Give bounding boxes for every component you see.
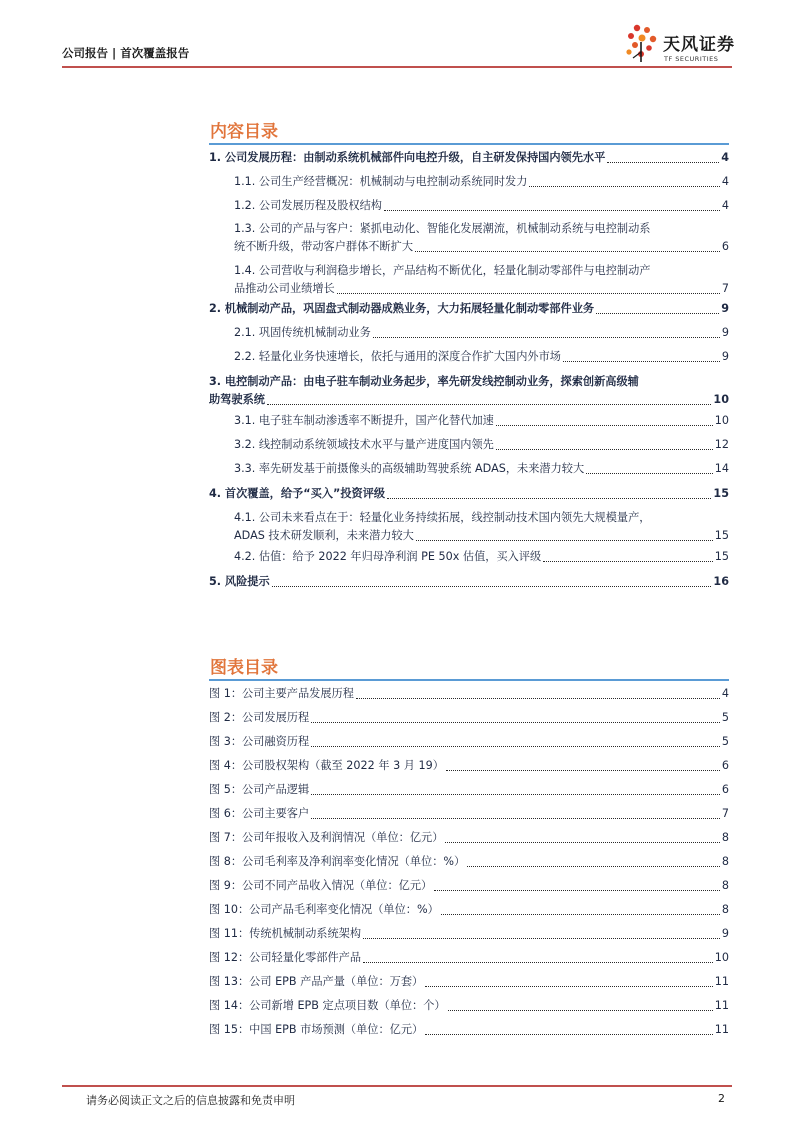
- figure-entry[interactable]: [209, 901, 729, 919]
- toc-entry[interactable]: [234, 197, 729, 215]
- entry-page-number: 6: [721, 240, 729, 253]
- logo-english-name: TF SECURITIES: [664, 55, 719, 63]
- toc-entry[interactable]: [234, 262, 729, 298]
- report-type-label: 公司报告 | 首次覆盖报告: [62, 46, 190, 60]
- toc-entry[interactable]: [234, 436, 729, 454]
- toc-entry[interactable]: [234, 173, 729, 191]
- dot-leader: [311, 722, 720, 723]
- dot-leader: [529, 186, 719, 187]
- figure-entry[interactable]: [209, 757, 729, 775]
- dot-leader: [543, 561, 713, 562]
- logo-chinese-name: 天风证券: [663, 35, 735, 55]
- dot-leader: [446, 770, 720, 771]
- figure-entry[interactable]: [209, 973, 729, 991]
- entry-page-number: 11: [714, 999, 729, 1012]
- entry-page-number: 9: [721, 302, 729, 315]
- dot-leader: [586, 473, 713, 474]
- toc-entry[interactable]: [209, 485, 729, 503]
- dot-leader: [607, 162, 719, 163]
- entry-text: 图 8：公司毛利率及净利润率变化情况（单位：%）: [209, 855, 466, 868]
- entry-text: 3.2. 线控制动系统领域技术水平与量产进度国内领先: [234, 438, 494, 451]
- entry-page-number: 15: [714, 550, 729, 563]
- entry-page-number: 7: [721, 282, 729, 295]
- entry-page-number: 10: [713, 393, 729, 406]
- entry-page-number: 15: [713, 487, 729, 500]
- entry-text: 图 15：中国 EPB 市场预测（单位：亿元）: [209, 1023, 424, 1036]
- entry-text: 2.2. 轻量化业务快速增长，依托与通用的深度合作扩大国内外市场: [234, 350, 561, 363]
- dot-leader: [311, 818, 720, 819]
- entry-text: 图 6：公司主要客户: [209, 807, 310, 820]
- entry-text: 图 9：公司不同产品收入情况（单位：亿元）: [209, 879, 433, 892]
- entry-page-number: 7: [721, 807, 729, 820]
- toc-entry[interactable]: [234, 220, 729, 256]
- entry-text: 5. 风险提示: [209, 575, 270, 588]
- entry-page-number: 14: [714, 462, 729, 475]
- entry-text-continued: 品推动公司业绩增长: [234, 282, 335, 295]
- figure-entry[interactable]: [209, 781, 729, 799]
- entry-text-continued: ADAS 技术研发顺利，未来潜力较大: [234, 529, 414, 542]
- figure-entry[interactable]: [209, 685, 729, 703]
- entry-page-number: 11: [714, 975, 729, 988]
- dot-leader: [425, 986, 713, 987]
- entry-page-number: 9: [721, 927, 729, 940]
- dot-leader: [441, 914, 720, 915]
- toc-entry[interactable]: [234, 324, 729, 342]
- dot-leader: [373, 337, 720, 338]
- toc-entry[interactable]: [234, 548, 729, 566]
- entry-page-number: 8: [721, 879, 729, 892]
- entry-page-number: 6: [721, 759, 729, 772]
- dot-leader: [311, 746, 720, 747]
- entry-page-number: 12: [714, 438, 729, 451]
- toc-entry[interactable]: [234, 348, 729, 366]
- figure-entry[interactable]: [209, 709, 729, 727]
- entry-text-continued: 助驾驶系统: [209, 393, 265, 406]
- dot-leader: [445, 842, 719, 843]
- entry-text: 图 3：公司融资历程: [209, 735, 310, 748]
- figure-entry[interactable]: [209, 805, 729, 823]
- dot-leader: [496, 425, 713, 426]
- entry-text: 1.4. 公司营收与利润稳步增长，产品结构不断优化，轻量化制动零部件与电控制动产: [234, 264, 651, 277]
- toc-entry[interactable]: [234, 460, 729, 478]
- entry-text: 图 13：公司 EPB 产品产量（单位：万套）: [209, 975, 424, 988]
- dot-leader: [434, 890, 720, 891]
- entry-text: 图 7：公司年报收入及利润情况（单位：亿元）: [209, 831, 444, 844]
- entry-text: 1.1. 公司生产经营概况：机械制动与电控制动系统同时发力: [234, 175, 528, 188]
- figure-entry[interactable]: [209, 733, 729, 751]
- dot-leader: [448, 1010, 713, 1011]
- page-number: 2: [718, 1092, 725, 1105]
- toc-entry[interactable]: [209, 149, 729, 167]
- dot-leader: [467, 866, 720, 867]
- entry-page-number: 4: [721, 199, 729, 212]
- entry-text: 2. 机械制动产品，巩固盘式制动器成熟业务，大力拓展轻量化制动零部件业务: [209, 302, 595, 315]
- entry-page-number: 10: [714, 951, 729, 964]
- dot-leader: [267, 404, 711, 405]
- figure-entry[interactable]: [209, 997, 729, 1015]
- entry-text: 图 14：公司新增 EPB 定点项目数（单位：个）: [209, 999, 446, 1012]
- entry-text: 4. 首次覆盖，给予“买入”投资评级: [209, 487, 386, 500]
- entry-page-number: 6: [721, 783, 729, 796]
- entry-text: 图 4：公司股权架构（截至 2022 年 3 月 19）: [209, 759, 444, 772]
- entry-text-continued: 统不断升级，带动客户群体不断扩大: [234, 240, 414, 253]
- figure-entry[interactable]: [209, 1021, 729, 1039]
- toc-entry[interactable]: [234, 509, 729, 545]
- dot-leader: [363, 962, 713, 963]
- entry-text: 图 1：公司主要产品发展历程: [209, 687, 354, 700]
- entry-text: 图 5：公司产品逻辑: [209, 783, 310, 796]
- dot-leader: [387, 498, 711, 499]
- entry-text: 图 12：公司轻量化零部件产品: [209, 951, 362, 964]
- entry-text: 3. 电控制动产品：由电子驻车制动业务起步，率先研发线控制动业务，探索创新高级辅: [209, 375, 639, 388]
- entry-page-number: 5: [721, 735, 729, 748]
- dot-leader: [363, 938, 720, 939]
- dot-leader: [415, 251, 720, 252]
- entry-text: 1. 公司发展历程：由制动系统机械部件向电控升级，自主研发保持国内领先水平: [209, 151, 606, 164]
- dot-leader: [356, 698, 720, 699]
- figure-entry[interactable]: [209, 949, 729, 967]
- company-logo: [623, 22, 743, 68]
- entry-text: 1.3. 公司的产品与客户：紧抓电动化、智能化发展潮流，机械制动系统与电控制动系: [234, 222, 651, 235]
- entry-page-number: 9: [721, 350, 729, 363]
- toc-entry[interactable]: [234, 412, 729, 430]
- dot-leader: [425, 1034, 713, 1035]
- entry-page-number: 5: [721, 711, 729, 724]
- dot-leader: [596, 313, 719, 314]
- dot-leader: [496, 449, 713, 450]
- entry-page-number: 15: [714, 529, 729, 542]
- dot-leader: [563, 361, 720, 362]
- dot-leader: [384, 210, 720, 211]
- entry-text: 1.2. 公司发展历程及股权结构: [234, 199, 382, 212]
- figure-entry[interactable]: [209, 877, 729, 895]
- entry-page-number: 4: [721, 687, 729, 700]
- dot-leader: [311, 794, 720, 795]
- toc-entry[interactable]: [209, 373, 729, 409]
- entry-page-number: 10: [714, 414, 729, 427]
- dot-leader: [272, 586, 712, 587]
- flower-logo-icon: [623, 22, 659, 64]
- entry-page-number: 9: [721, 326, 729, 339]
- figure-entry[interactable]: [209, 853, 729, 871]
- entry-page-number: 16: [713, 575, 729, 588]
- entry-text: 3.3. 率先研发基于前摄像头的高级辅助驾驶系统 ADAS，未来潜力较大: [234, 462, 585, 475]
- entry-text: 图 10：公司产品毛利率变化情况（单位：%）: [209, 903, 439, 916]
- toc-title-rule: [209, 143, 729, 145]
- entry-page-number: 8: [721, 855, 729, 868]
- entry-page-number: 11: [714, 1023, 729, 1036]
- entry-page-number: 8: [721, 831, 729, 844]
- footer-divider: [62, 1085, 732, 1087]
- entry-text: 图 11：传统机械制动系统架构: [209, 927, 362, 940]
- figures-title: 图表目录: [210, 658, 278, 678]
- toc-entry[interactable]: [209, 573, 729, 591]
- dot-leader: [416, 540, 713, 541]
- toc-entry[interactable]: [209, 300, 729, 318]
- disclaimer-text: 请务必阅读正文之后的信息披露和免责申明: [86, 1094, 295, 1107]
- toc-title: 内容目录: [210, 122, 278, 142]
- entry-text: 4.2. 估值：给予 2022 年归母净利润 PE 50x 估值，买入评级: [234, 550, 542, 563]
- figures-title-rule: [209, 679, 729, 681]
- entry-text: 3.1. 电子驻车制动渗透率不断提升，国产化替代加速: [234, 414, 494, 427]
- entry-text: 4.1. 公司未来看点在于：轻量化业务持续拓展，线控制动技术国内领先大规模量产，: [234, 511, 651, 524]
- figure-entry[interactable]: [209, 829, 729, 847]
- entry-page-number: 4: [721, 175, 729, 188]
- entry-text: 2.1. 巩固传统机械制动业务: [234, 326, 371, 339]
- dot-leader: [337, 293, 720, 294]
- figure-entry[interactable]: [209, 925, 729, 943]
- entry-page-number: 8: [721, 903, 729, 916]
- entry-page-number: 4: [721, 151, 729, 164]
- entry-text: 图 2：公司发展历程: [209, 711, 310, 724]
